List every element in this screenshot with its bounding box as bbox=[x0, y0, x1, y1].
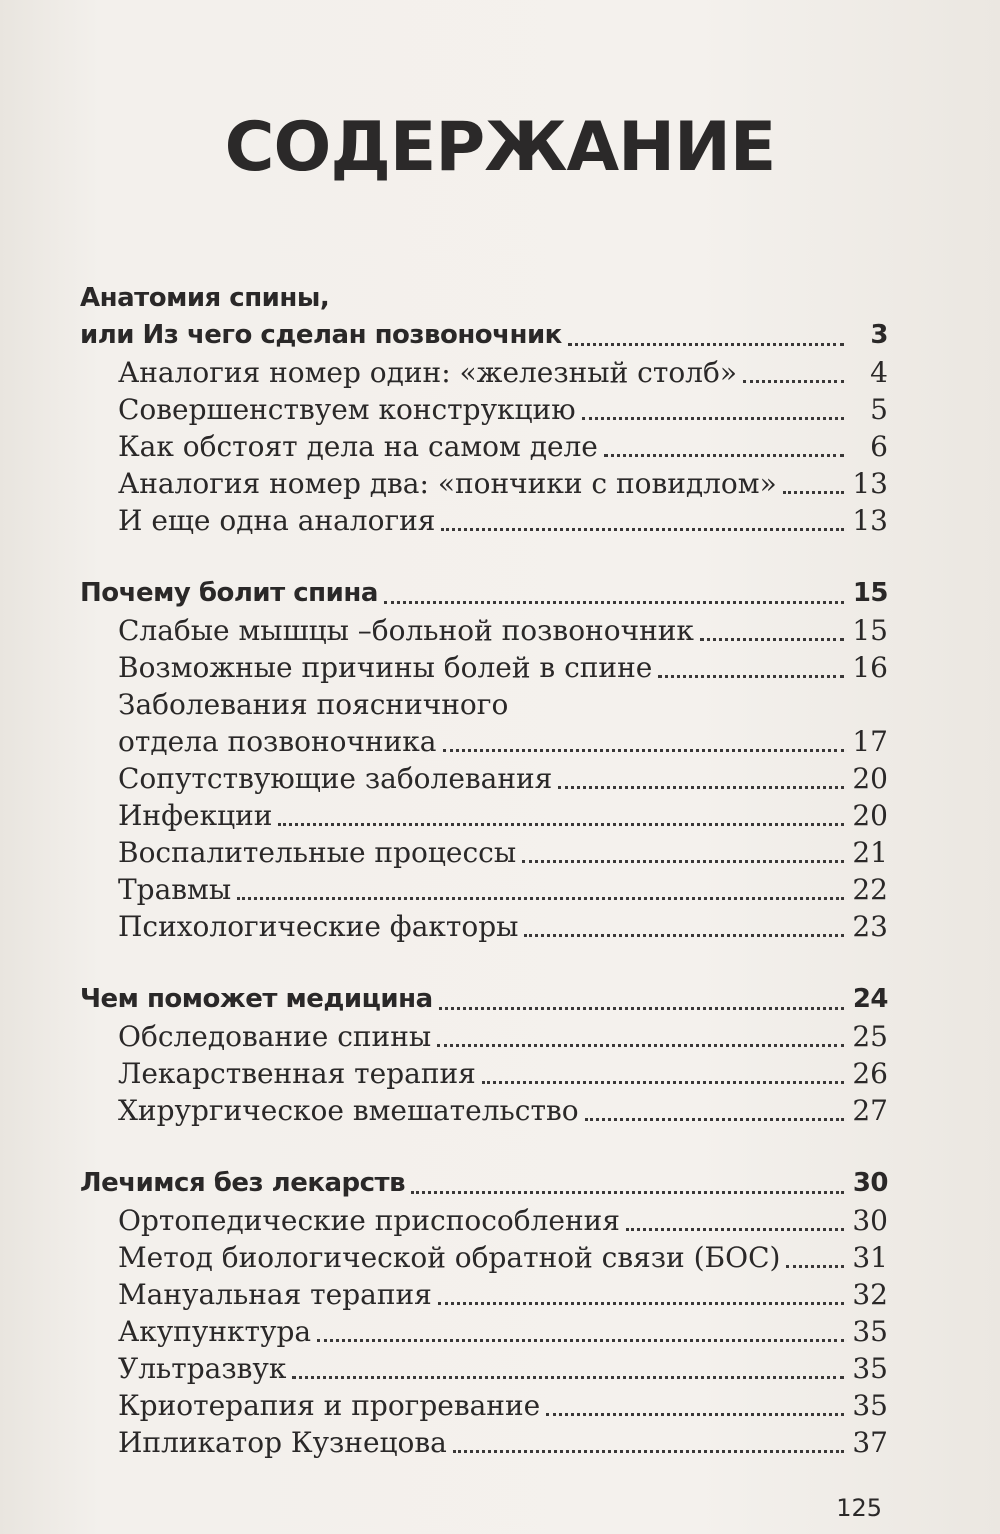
toc-entry[interactable] bbox=[80, 502, 888, 539]
toc-entry-title: Травмы bbox=[118, 873, 232, 906]
toc-page-number: 15 bbox=[852, 578, 888, 608]
toc-entry-title: Криотерапия и прогревание bbox=[118, 1389, 541, 1422]
toc-entry-line1 bbox=[80, 686, 888, 723]
dot-leader bbox=[278, 823, 844, 826]
toc-entry-title: Инфекции bbox=[118, 799, 273, 832]
toc-entry[interactable] bbox=[80, 1276, 888, 1313]
toc-entry[interactable] bbox=[80, 1239, 888, 1276]
toc-entry[interactable] bbox=[80, 908, 888, 945]
toc-page-number: 4 bbox=[870, 356, 888, 389]
dot-leader bbox=[604, 454, 844, 457]
toc-page-number: 20 bbox=[852, 762, 888, 795]
toc-entry[interactable] bbox=[80, 1387, 888, 1424]
toc-page-number: 35 bbox=[852, 1352, 888, 1385]
dot-leader bbox=[317, 1339, 844, 1342]
dot-leader bbox=[482, 1081, 844, 1084]
toc-entry[interactable] bbox=[80, 1313, 888, 1350]
toc-entry-title: Ультразвук bbox=[118, 1352, 287, 1385]
toc-section-heading[interactable] bbox=[80, 981, 888, 1018]
toc-entry-title: Как обстоят дела на самом деле bbox=[118, 430, 598, 463]
dot-leader bbox=[441, 528, 844, 531]
toc-entry-title: Лекарственная терапия bbox=[118, 1057, 476, 1090]
toc-entry[interactable] bbox=[80, 1018, 888, 1055]
dot-leader bbox=[568, 343, 844, 346]
dot-leader bbox=[786, 1265, 844, 1268]
toc-page-number: 20 bbox=[852, 799, 888, 832]
dot-leader bbox=[582, 417, 844, 420]
dot-leader bbox=[783, 491, 844, 494]
toc-entry[interactable] bbox=[80, 354, 888, 391]
toc-entry-title: Аналогия номер два: «пончики с повидлом» bbox=[118, 467, 777, 500]
toc-entry-title: отдела позвоночника bbox=[118, 725, 437, 758]
toc-entry-title-part: Заболевания поясничного bbox=[118, 688, 509, 721]
table-of-contents bbox=[80, 280, 888, 1497]
toc-entry-title: Ортопедические приспособления bbox=[118, 1204, 620, 1237]
toc-page-number: 30 bbox=[852, 1204, 888, 1237]
toc-page-number: 13 bbox=[852, 467, 888, 500]
dot-leader bbox=[443, 749, 845, 752]
toc-entry[interactable] bbox=[80, 465, 888, 502]
dot-leader bbox=[292, 1376, 844, 1379]
toc-entry[interactable] bbox=[80, 871, 888, 908]
toc-entry-title: Обследование спины bbox=[118, 1020, 432, 1053]
toc-entry[interactable] bbox=[80, 391, 888, 428]
toc-section-heading-line1 bbox=[80, 280, 888, 317]
toc-entry-title: Ипликатор Кузнецова bbox=[118, 1426, 447, 1459]
toc-entry[interactable] bbox=[80, 649, 888, 686]
toc-section bbox=[80, 280, 888, 539]
toc-page-number: 31 bbox=[852, 1241, 888, 1274]
toc-section-title: или Из чего сделан позвоночник bbox=[80, 320, 562, 350]
toc-page-number: 25 bbox=[852, 1020, 888, 1053]
toc-page-number: 37 bbox=[852, 1426, 888, 1459]
toc-entry[interactable] bbox=[80, 834, 888, 871]
toc-entry[interactable] bbox=[80, 797, 888, 834]
dot-leader bbox=[453, 1450, 844, 1453]
dot-leader bbox=[700, 638, 844, 641]
page-title: СОДЕРЖАНИЕ bbox=[224, 108, 776, 187]
toc-entry-title: Слабые мышцы –больной позвоночник bbox=[118, 614, 694, 647]
toc-entry-title: Совершенствуем конструкцию bbox=[118, 393, 576, 426]
dot-leader bbox=[237, 897, 844, 900]
toc-entry-title: Возможные причины болей в спине bbox=[118, 651, 653, 684]
toc-section-heading[interactable] bbox=[80, 575, 888, 612]
toc-page-number: 5 bbox=[870, 393, 888, 426]
toc-entry-title: Сопутствующие заболевания bbox=[118, 762, 553, 795]
toc-entry[interactable] bbox=[80, 1202, 888, 1239]
toc-section bbox=[80, 1165, 888, 1461]
toc-entry[interactable] bbox=[80, 612, 888, 649]
toc-page-number: 6 bbox=[870, 430, 888, 463]
toc-page-number: 22 bbox=[852, 873, 888, 906]
dot-leader bbox=[439, 1007, 844, 1010]
toc-section-title: Лечимся без лекарств bbox=[80, 1168, 406, 1198]
toc-entry[interactable] bbox=[80, 1424, 888, 1461]
dot-leader bbox=[558, 786, 844, 789]
toc-section-title: Почему болит спина bbox=[80, 578, 378, 608]
toc-section bbox=[80, 981, 888, 1129]
toc-section bbox=[80, 575, 888, 945]
toc-entry-title: Воспалительные процессы bbox=[118, 836, 517, 869]
toc-entry-title: Мануальная терапия bbox=[118, 1278, 432, 1311]
toc-entry[interactable] bbox=[80, 428, 888, 465]
dot-leader bbox=[546, 1413, 844, 1416]
dot-leader bbox=[437, 1044, 844, 1047]
dot-leader bbox=[524, 934, 844, 937]
dot-leader bbox=[626, 1228, 844, 1231]
toc-page-number: 21 bbox=[852, 836, 888, 869]
toc-page-number: 26 bbox=[852, 1057, 888, 1090]
toc-entry-title: Акупунктура bbox=[118, 1315, 312, 1348]
toc-entry[interactable] bbox=[80, 760, 888, 797]
toc-page-number: 13 bbox=[852, 504, 888, 537]
toc-page-number: 35 bbox=[852, 1315, 888, 1348]
toc-entry-title: Психологические факторы bbox=[118, 910, 519, 943]
toc-page-number: 27 bbox=[852, 1094, 888, 1127]
dot-leader bbox=[585, 1118, 844, 1121]
dot-leader bbox=[658, 675, 844, 678]
toc-page-number: 30 bbox=[852, 1168, 888, 1198]
toc-entry-title: Метод биологической обратной связи (БОС) bbox=[118, 1241, 781, 1274]
toc-section-title: Чем поможет медицина bbox=[80, 984, 433, 1014]
toc-section-heading[interactable] bbox=[80, 317, 888, 354]
toc-section-title-part: Анатомия спины, bbox=[80, 283, 330, 313]
toc-section-heading[interactable] bbox=[80, 1165, 888, 1202]
toc-entry-title: Хирургическое вмешательство bbox=[118, 1094, 579, 1127]
dot-leader bbox=[384, 601, 844, 604]
toc-page-number: 32 bbox=[852, 1278, 888, 1311]
toc-entry[interactable] bbox=[80, 1092, 888, 1129]
toc-page-number: 15 bbox=[852, 614, 888, 647]
dot-leader bbox=[743, 380, 844, 383]
toc-page-number: 16 bbox=[852, 651, 888, 684]
toc-entry[interactable] bbox=[80, 723, 888, 760]
toc-entry-title: Аналогия номер один: «железный столб» bbox=[118, 356, 737, 389]
page-number: 125 bbox=[836, 1494, 882, 1522]
dot-leader bbox=[438, 1302, 844, 1305]
toc-entry-title: И еще одна аналогия bbox=[118, 504, 436, 537]
toc-page-number: 24 bbox=[852, 984, 888, 1014]
dot-leader bbox=[411, 1191, 844, 1194]
toc-page-number: 3 bbox=[870, 320, 888, 350]
toc-entry[interactable] bbox=[80, 1055, 888, 1092]
toc-page-number: 35 bbox=[852, 1389, 888, 1422]
dot-leader bbox=[522, 860, 844, 863]
toc-page-number: 17 bbox=[852, 725, 888, 758]
toc-entry[interactable] bbox=[80, 1350, 888, 1387]
toc-page-number: 23 bbox=[852, 910, 888, 943]
